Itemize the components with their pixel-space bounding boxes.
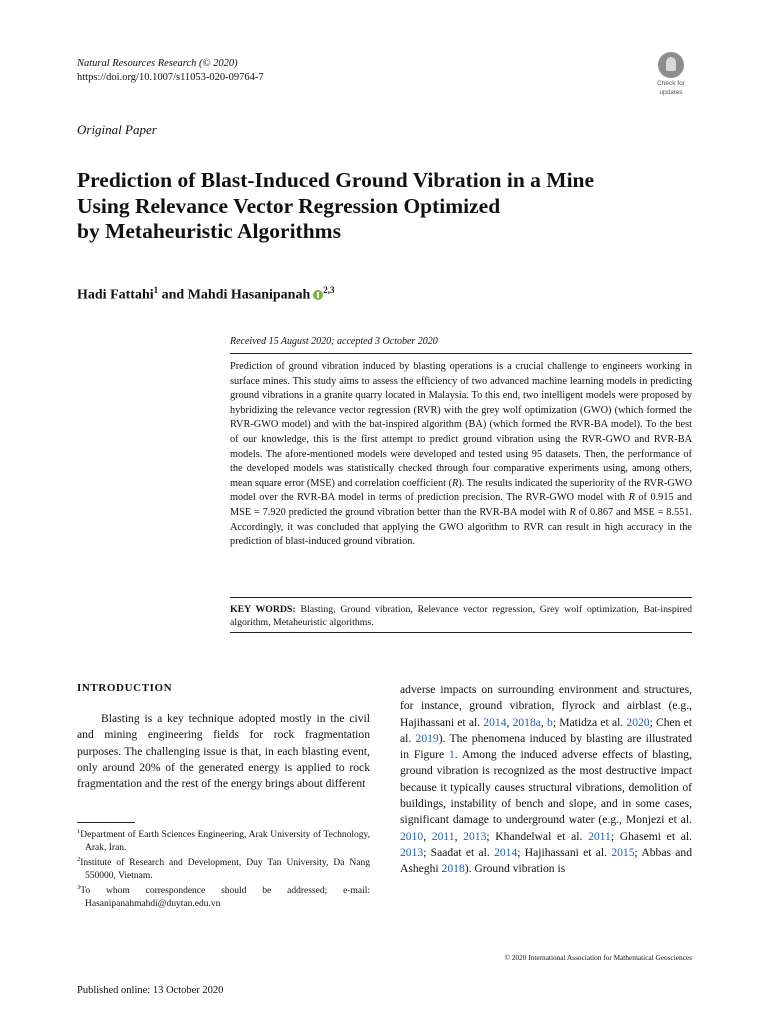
keywords-text: Blasting, Ground vibration, Relevance vector regression, Grey wolf optimization, Bat-inspired algorithm, Metaheuristic algorithms. bbox=[230, 604, 692, 628]
badge-label-line2: updates bbox=[659, 89, 683, 96]
text-segment: ; Hajihassani et al. bbox=[517, 845, 612, 859]
footnote-mark: 2 bbox=[77, 856, 81, 864]
citation-link[interactable]: 2011 bbox=[588, 829, 611, 843]
citation-link[interactable]: 2010 bbox=[400, 829, 424, 843]
copyright-notice: © 2020 International Association for Mathematical Geosciences bbox=[504, 953, 692, 962]
intro-paragraph-continued bbox=[400, 682, 692, 878]
title-line: Using Relevance Vector Regression Optimized bbox=[77, 193, 501, 218]
keywords-bottom-rule bbox=[230, 632, 692, 633]
abstract-segment: ). The results indicated the superiority of the RVR-GWO model over the RVR-BA model in terms of prediction precision. The RVR-GWO model with bbox=[230, 477, 693, 504]
section-heading-introduction: INTRODUCTION bbox=[77, 682, 173, 694]
abstract-symbol: R bbox=[569, 506, 576, 518]
abstract-symbol: R bbox=[628, 492, 635, 504]
footnote-text: Department of Earth Sciences Engineering, Arak University of Technology, Arak, Iran. bbox=[80, 830, 370, 853]
author-name[interactable]: Hadi Fattahi bbox=[77, 287, 154, 303]
text-segment: ; Chen et al. bbox=[400, 715, 693, 745]
footnote-text: To whom correspondence should be addressed; e-mail: Hasanipanahmahdi@duytan.edu.vn bbox=[80, 886, 370, 909]
abstract-top-rule bbox=[230, 353, 692, 354]
text-segment: ; Matidza et al. bbox=[552, 715, 627, 729]
text-segment: ; Ghasemi et al. bbox=[610, 829, 693, 843]
text-segment: ; Saadat et al. bbox=[423, 845, 495, 859]
doi-link[interactable]: https://doi.org/10.1007/s11053-020-09764-7 bbox=[77, 72, 264, 83]
intro-paragraph: Blasting is a key technique adopted mostly in the civil and mining engineering fields for rock fragmentation purposes. The challenging issue is that, in each blasting event, only around 20% of the generated energy is applied to rock fragmentation and the rest of the energy brings about different bbox=[77, 712, 370, 791]
journal-header bbox=[77, 57, 264, 85]
footnote-rule bbox=[77, 822, 135, 823]
text-segment: ). The phenomena induced by blasting are illustrated in Figure bbox=[400, 731, 692, 762]
citation-link[interactable]: 2019 bbox=[415, 731, 439, 745]
citation-link[interactable]: 2014 bbox=[494, 845, 518, 859]
citation-link[interactable]: 2015 bbox=[611, 845, 635, 859]
affiliation-sup: 1 bbox=[153, 285, 159, 295]
citation-link[interactable]: 2018 bbox=[441, 862, 465, 876]
footnote-mark: 1 bbox=[77, 828, 81, 835]
text-segment: adverse impacts on surrounding environment and structures, for instance, ground vibration, flyrock and airblast (e.g., Hajihassani et al. bbox=[400, 683, 692, 729]
authors-conjunction: and bbox=[158, 287, 188, 303]
footnote bbox=[77, 854, 370, 882]
journal-name: Natural Resources Research bbox=[77, 58, 197, 69]
citation-link[interactable]: 2013 bbox=[400, 845, 424, 859]
abstract-segment: Prediction of ground vibration induced by blasting operations is a crucial challenge to engineers working in surface mines. This study aims to assess the efficiency of two advanced machine learning models in predicting ground vibrations in a granite quarry located in Malaysia. To this end, two intelligent models were proposed by hybridizing the relevance vector regression (RVR) with the grey wolf optimization (GWO) (which formed the RVR-GWO model) and with the bat-inspired algorithm (BA) (which formed the RVR-BA model). To the best of our knowledge, this is the first attempt to predict ground vibration using the RVR-GWO and RVR-BA models. The afore-mentioned models were developed and tested using 95 datasets. Then, the performance of the developed models was statistically checked through four comparative experiments using, among others, mean square error (MSE) and correlation coefficient ( bbox=[230, 361, 692, 489]
footnote-mark: 3 bbox=[77, 884, 81, 892]
citation-link[interactable]: 2014 bbox=[483, 715, 507, 729]
citation-link[interactable]: b bbox=[547, 715, 553, 729]
received-dates: Received 15 August 2020; accepted 3 October 2020 bbox=[230, 336, 438, 347]
author-list bbox=[77, 285, 335, 304]
footnotes bbox=[77, 826, 370, 910]
author-name[interactable]: Mahdi Hasanipanah bbox=[187, 287, 311, 303]
text-segment: ). Ground vibration is bbox=[464, 862, 566, 876]
orcid-icon[interactable] bbox=[313, 290, 323, 300]
text-segment: , bbox=[454, 829, 464, 843]
footnote bbox=[77, 826, 370, 854]
text-segment: , bbox=[423, 829, 432, 843]
affiliation-sup: 2,3 bbox=[323, 285, 335, 295]
abstract-symbol: R bbox=[451, 477, 459, 489]
figure-link[interactable]: 1 bbox=[448, 748, 455, 762]
badge-label-line1: Check for bbox=[657, 80, 685, 87]
check-for-updates-badge[interactable] bbox=[654, 52, 688, 96]
bookmark-icon bbox=[658, 52, 684, 78]
abstract-segment: of 0.867 and MSE = 8.551. Accordingly, it was concluded that applying the GWO algorithm to RVR can result in high accuracy in the prediction of blast-induced ground vibration. bbox=[230, 506, 693, 548]
citation-link[interactable]: 2018a bbox=[512, 715, 541, 729]
keywords-top-rule bbox=[230, 597, 692, 598]
footnote-text: Institute of Research and Development, Duy Tan University, Da Nang 550000, Vietnam. bbox=[80, 858, 370, 881]
text-segment: ; Abbas and Asheghi bbox=[400, 845, 692, 876]
keywords bbox=[230, 603, 692, 629]
citation-link[interactable]: 2013 bbox=[463, 829, 487, 843]
paper-type: Original Paper bbox=[77, 122, 157, 137]
title-line: by Metaheuristic Algorithms bbox=[77, 219, 341, 243]
keywords-label: KEY WORDS: bbox=[230, 604, 296, 615]
footnote bbox=[77, 882, 370, 910]
text-segment: , bbox=[506, 715, 513, 729]
published-online-date: Published online: 13 October 2020 bbox=[77, 985, 224, 996]
paper-title bbox=[77, 168, 677, 245]
text-segment: . Among the induced adverse effects of blasting, ground vibration is recognized as the most destructive impact because it typically causes structural vibrations, demolition of buildings, instability of bench and slope, and in some cases, significant damage to underground water (e.g., Monjezi et al. bbox=[400, 748, 692, 827]
journal-year: (© 2020) bbox=[199, 58, 238, 69]
abstract-segment: of 0.915 and MSE = 7.920 predicted the ground vibration better than the RVR-BA model with bbox=[230, 492, 692, 518]
abstract-text bbox=[230, 360, 692, 550]
text-segment: ; Khandelwal et al. bbox=[486, 829, 589, 843]
title-line: Prediction of Blast-Induced Ground Vibration in a Mine bbox=[77, 168, 595, 192]
citation-link[interactable]: 2011 bbox=[431, 829, 455, 843]
text-segment: , bbox=[540, 715, 548, 729]
citation-link[interactable]: 2020 bbox=[626, 715, 650, 729]
